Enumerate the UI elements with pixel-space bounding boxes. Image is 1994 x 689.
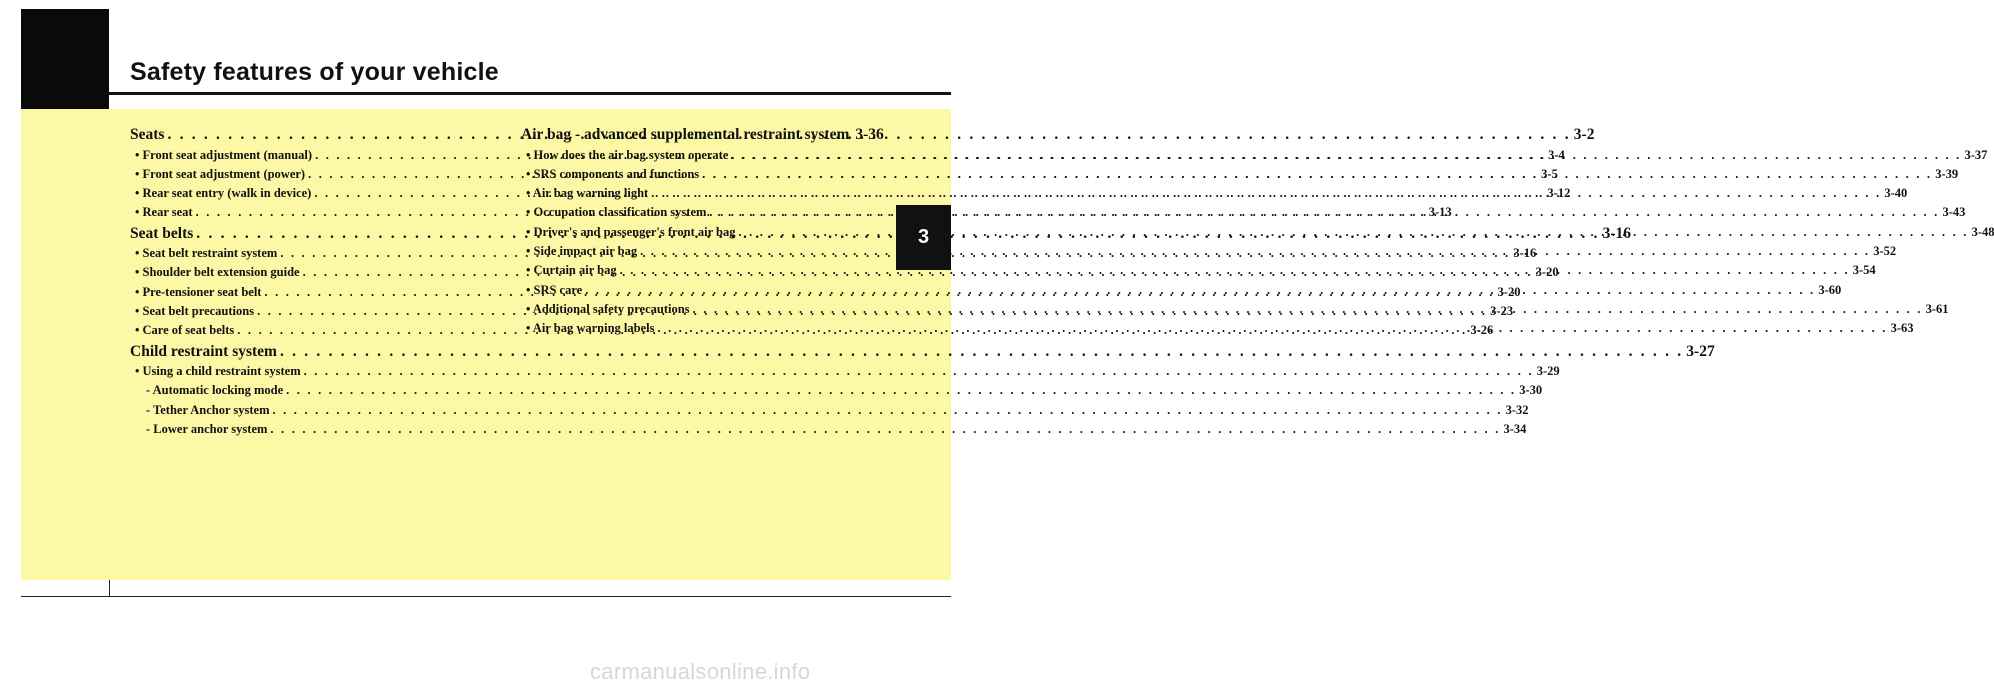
toc-entry-page: 3-39 — [1935, 166, 1959, 181]
toc-entry-page: 3-12 — [1547, 186, 1571, 201]
toc-entry-label: • SRS care — [526, 282, 583, 297]
bottom-rule — [21, 596, 951, 597]
toc-entry-page: 3-43 — [1942, 205, 1966, 220]
toc-entry-label: • Air bag warning light — [526, 186, 649, 201]
toc-entry-label: • Rear seat entry (walk in device) — [135, 186, 312, 201]
toc-entry-label: • Driver's and passenger's front air bag — [526, 224, 736, 239]
toc-entry-page: 3-4 — [1548, 147, 1565, 162]
page-title: Safety features of your vehicle — [130, 58, 499, 86]
toc-entry-label: - Automatic locking mode — [146, 383, 284, 398]
toc-entry-label: Child restraint system — [130, 342, 277, 360]
toc-entry-page: 3-23 — [1490, 304, 1514, 319]
dot-leader — [640, 242, 1870, 261]
dot-leader — [651, 184, 1881, 203]
toc-entry-label: • Additional safety precautions — [526, 301, 690, 316]
toc-entry-page: 3-52 — [1873, 243, 1897, 258]
toc-entry-label: • Care of seat belts — [135, 323, 235, 338]
toc-entry-page: 3-27 — [1686, 342, 1715, 360]
toc-entry-label: • Side impact air bag — [526, 243, 638, 258]
corner-block — [21, 9, 109, 109]
toc-entry-page: 3-16 — [1602, 224, 1632, 242]
toc-entry-page: 3-54 — [1852, 263, 1876, 278]
toc-entry-label: • How does the air bag system operate — [526, 147, 729, 162]
toc-entry[interactable] — [130, 341, 1715, 363]
toc-entry-page: 3-37 — [1964, 147, 1988, 162]
dot-leader — [304, 362, 1534, 381]
dot-leader — [731, 146, 1961, 165]
toc-entry-page: 3-16 — [1513, 246, 1537, 261]
title-rule — [109, 92, 951, 95]
toc-entry-page: 3-34 — [1503, 422, 1527, 437]
dot-leader — [657, 319, 1887, 338]
toc-entry-label: • Air bag warning labels — [526, 321, 655, 336]
toc-entry-label: - Lower anchor system — [146, 422, 268, 437]
toc-entry-page: 3-26 — [1470, 323, 1494, 338]
dot-leader — [620, 261, 1850, 280]
toc-entry-label: • Curtain air bag — [526, 263, 617, 278]
toc-entry-label: Seats — [130, 126, 165, 143]
toc-entry-label: - Tether Anchor system — [146, 402, 270, 417]
toc-entry-label: Air bag - advanced supplemental restraint system — [521, 126, 850, 143]
toc-entry-label: • Front seat adjustment (power) — [135, 166, 306, 181]
toc-entry-page: 3-63 — [1890, 321, 1914, 336]
dot-leader — [709, 203, 1939, 222]
toc-entry-page: 3-29 — [1536, 364, 1560, 379]
toc-entry-page: 3-60 — [1818, 282, 1842, 297]
toc-entry-page: 3-20 — [1497, 284, 1521, 299]
footer-divider — [109, 580, 110, 597]
dot-leader — [585, 281, 1815, 300]
toc-entry-page: 3-30 — [1519, 383, 1543, 398]
toc-entry-label: • Pre-tensioner seat belt — [135, 284, 262, 299]
toc-entry[interactable] — [130, 381, 1543, 400]
dot-leader — [273, 401, 1503, 420]
toc-entry-page: 3-2 — [1573, 126, 1595, 143]
toc-entry-label: • Rear seat — [135, 205, 193, 220]
toc-entry-page: 3-48 — [1971, 224, 1994, 239]
toc-entry-label: • Front seat adjustment (manual) — [135, 147, 313, 162]
toc-entry-label: Seat belts — [130, 224, 194, 242]
toc-entry[interactable] — [521, 124, 884, 146]
dot-leader — [693, 300, 1923, 319]
dot-leader — [702, 165, 1932, 184]
toc-entry-label: • Shoulder belt extension guide — [135, 265, 300, 280]
toc-entry[interactable] — [130, 420, 1527, 439]
watermark: carmanualsonline.info — [590, 659, 811, 684]
toc-entry-label: • Seat belt precautions — [135, 304, 255, 319]
toc-entry-page: 3-40 — [1884, 186, 1908, 201]
chapter-tab[interactable]: 3 — [896, 205, 951, 270]
toc-entry-label: • Seat belt restraint system — [135, 246, 278, 261]
toc-entry[interactable] — [130, 362, 1560, 381]
toc-entry[interactable] — [130, 401, 1529, 420]
toc-entry-page: 3-20 — [1535, 265, 1559, 280]
toc-entry-page: 3-13 — [1428, 205, 1452, 220]
dot-leader — [286, 381, 1516, 400]
toc-entry-page: 3-36 — [855, 126, 884, 143]
toc-entry-page: 3-61 — [1925, 301, 1949, 316]
toc-entry-page: 3-5 — [1541, 166, 1558, 181]
toc-entry-label: • Using a child restraint system — [135, 364, 301, 379]
toc-entry-page: 3-32 — [1505, 402, 1529, 417]
dot-leader — [270, 420, 1500, 439]
dot-leader — [280, 341, 1683, 363]
toc-entry-label: • Occupation classification system — [526, 205, 707, 220]
toc-entry-label: • SRS components and functions — [526, 166, 700, 181]
